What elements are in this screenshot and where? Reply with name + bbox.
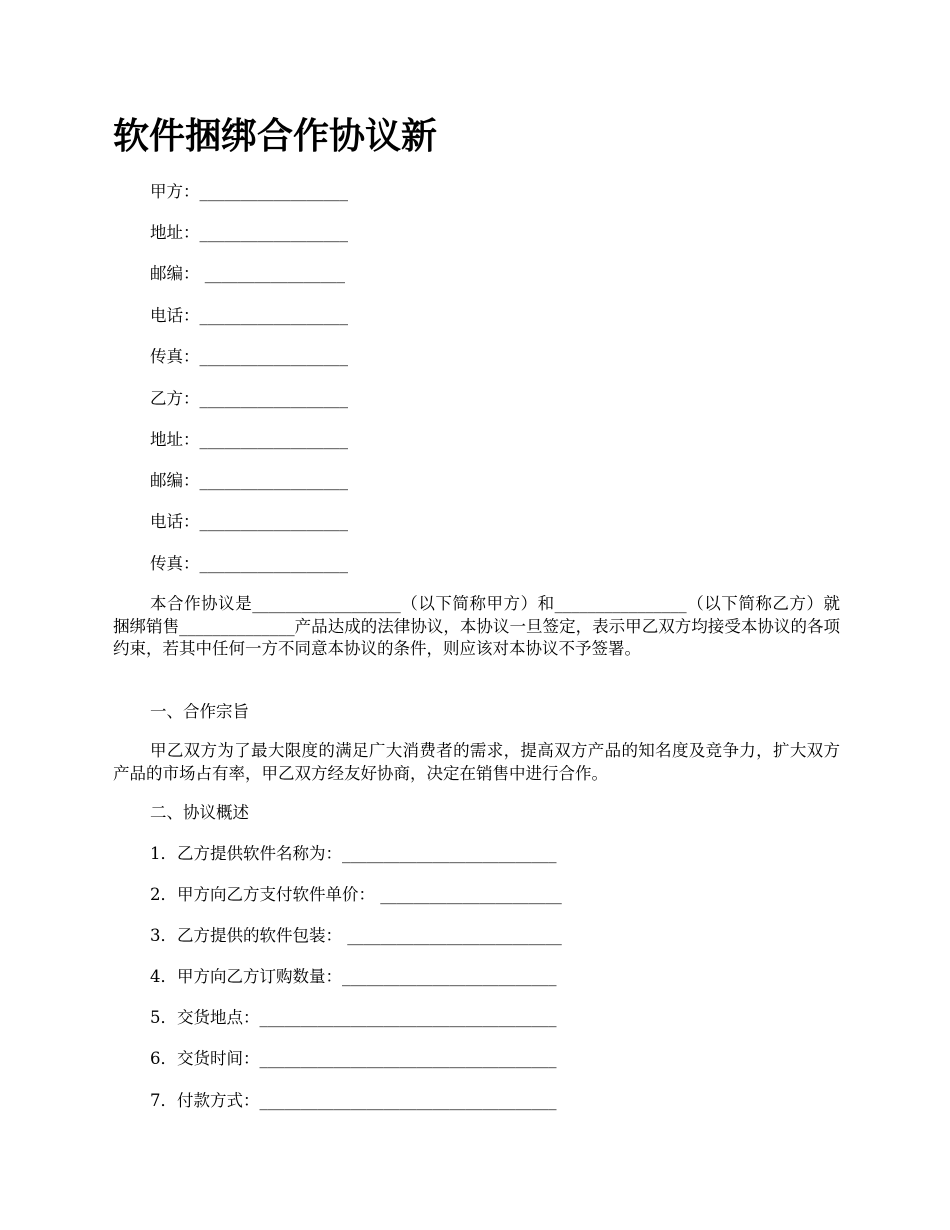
agreement-item-3: [150, 925, 562, 947]
intro-text-1: 本合作协议是: [150, 594, 253, 613]
item-label: 5．交货地点：: [150, 1008, 260, 1027]
item-blank: __________________________: [342, 967, 557, 986]
party-b-fax-line: [150, 553, 348, 575]
agreement-item-7: [150, 1090, 557, 1112]
field-label: 地址：: [150, 430, 200, 449]
field-label: 传真：: [150, 554, 200, 573]
intro-text-4: 产品达成的法律协议，本协议一旦签定，表示甲乙双方均接受本协议的各项约束，若其中任何一方不同意本协议的条件，则应该对本协议不予签署。: [113, 616, 841, 658]
field-label: 甲方：: [150, 182, 200, 201]
item-blank: __________________________: [342, 926, 562, 945]
intro-text-3: （以下简称乙方）就捆绑销售: [113, 594, 841, 636]
field-blank: __________________: [199, 554, 348, 573]
item-blank: __________________________: [342, 844, 557, 863]
item-blank: ______________________: [375, 885, 562, 904]
intro-blank-party-b: ________________: [554, 594, 687, 613]
field-blank: __________________: [199, 306, 348, 325]
party-a-name-line: [150, 181, 348, 203]
field-label: 邮编：: [150, 264, 200, 283]
document-title: 软件捆绑合作协议新: [113, 115, 438, 157]
party-a-address-line: [150, 222, 348, 244]
item-label: 6．交货时间：: [150, 1049, 260, 1068]
section2-heading: 二、协议概述: [150, 803, 249, 822]
agreement-item-5: [150, 1007, 557, 1029]
field-blank: __________________: [199, 182, 348, 201]
item-blank: ____________________________________: [259, 1049, 557, 1068]
item-label: 7．付款方式：: [150, 1091, 260, 1110]
field-blank: __________________: [199, 430, 348, 449]
agreement-item-1: [150, 843, 557, 865]
section1-body: 甲乙双方为了最大限度的满足广大消费者的需求，提高双方产品的知名度及竞争力，扩大双方产品的市场占有率，甲乙双方经友好协商，决定在销售中进行合作。: [113, 741, 840, 783]
field-label: 电话：: [150, 306, 200, 325]
field-label: 电话：: [150, 512, 200, 531]
item-blank: ____________________________________: [259, 1091, 557, 1110]
intro-blank-party-a: __________________: [252, 594, 401, 613]
agreement-item-2: [150, 884, 562, 906]
field-blank: __________________: [199, 389, 348, 408]
intro-text-2: （以下简称甲方）和: [400, 594, 555, 613]
party-a-postcode-line: [150, 263, 345, 285]
field-label: 地址：: [150, 223, 200, 242]
field-label: 传真：: [150, 347, 200, 366]
intro-paragraph: [113, 593, 840, 661]
item-label: 4．甲方向乙方订购数量：: [150, 967, 342, 986]
item-blank: ____________________________________: [259, 1008, 557, 1027]
field-blank: __________________: [199, 512, 348, 531]
field-blank: __________________: [199, 223, 348, 242]
party-b-postcode-line: [150, 470, 348, 492]
agreement-item-4: [150, 966, 557, 988]
intro-blank-product: ______________: [179, 616, 295, 636]
party-b-address-line: [150, 429, 348, 451]
field-label: 邮编：: [150, 471, 200, 490]
party-a-fax-line: [150, 346, 348, 368]
party-b-phone-line: [150, 511, 348, 533]
field-blank: _________________: [199, 264, 345, 283]
field-label: 乙方：: [150, 389, 200, 408]
item-label: 3．乙方提供的软件包装：: [150, 926, 342, 945]
item-label: 2．甲方向乙方支付软件单价：: [150, 885, 375, 904]
section1-heading: 一、合作宗旨: [150, 702, 249, 721]
item-label: 1．乙方提供软件名称为：: [150, 844, 342, 863]
agreement-item-6: [150, 1048, 557, 1070]
field-blank: __________________: [199, 347, 348, 366]
party-a-phone-line: [150, 305, 348, 327]
field-blank: __________________: [199, 471, 348, 490]
party-b-name-line: [150, 388, 348, 410]
